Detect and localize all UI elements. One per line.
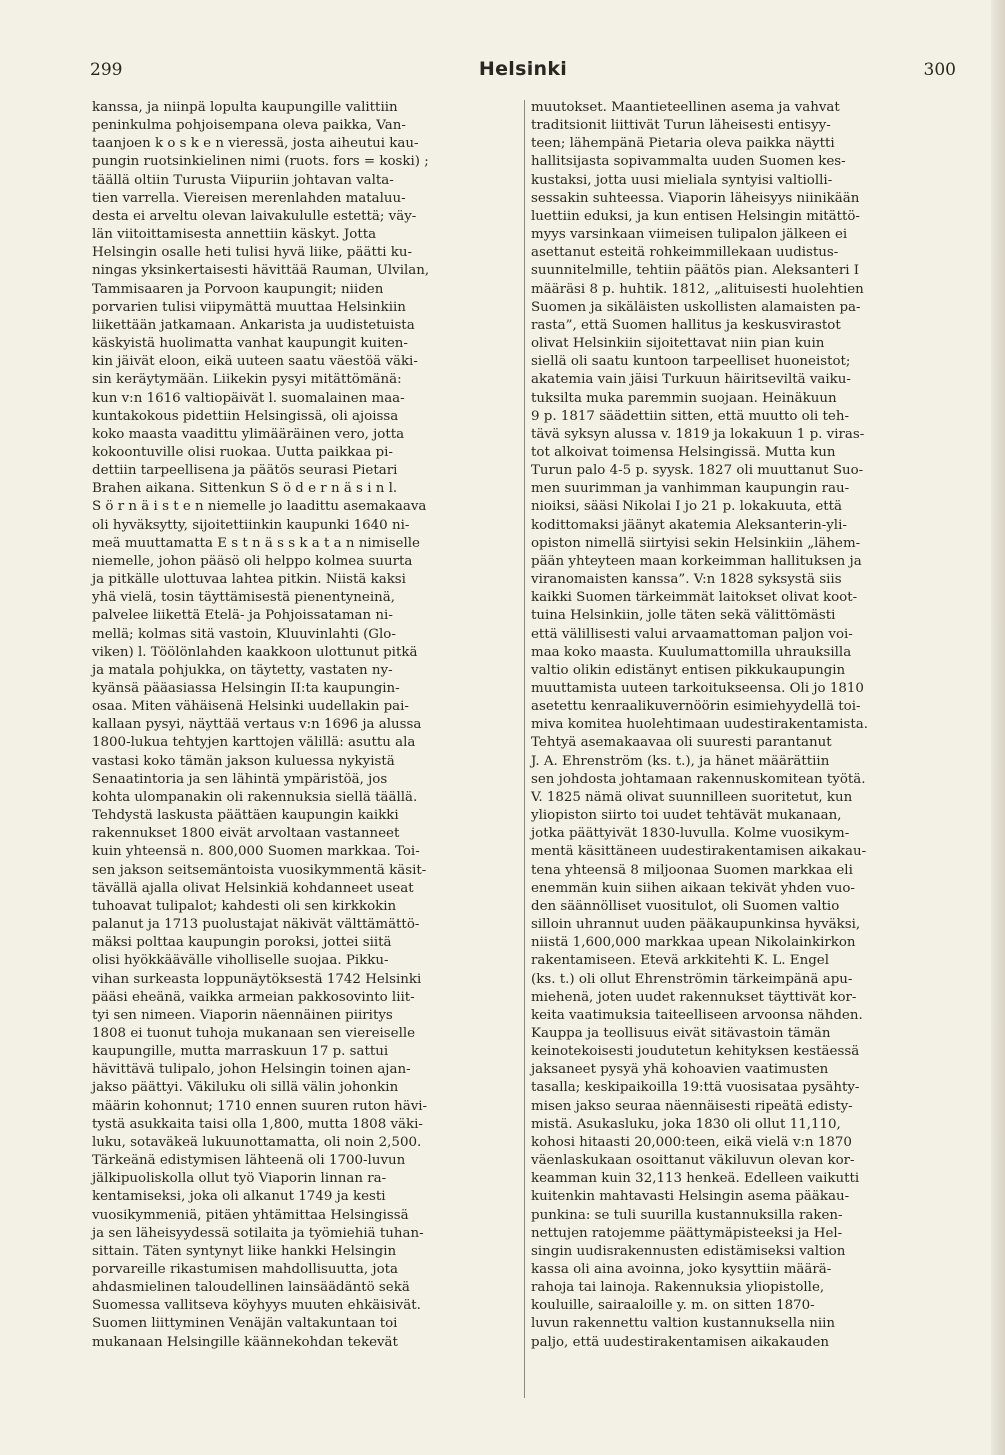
text-line: pääsi eheänä, vaikka armeian pakkosovinto liit- [92, 989, 415, 1005]
text-line: asettanut esteitä rohkeimmillekaan uudistus- [531, 245, 839, 261]
text-line: Suomessa vallitseva köyhyys muuten ehkäisivät. [92, 1298, 421, 1314]
text-line: siellä oli saatu kuntoon tarpeelliset huoneistot; [531, 354, 851, 370]
text-line: käskyistä huolimatta vanhat kaupungit kuiten- [92, 336, 408, 352]
text-line: pään yhteyteen maan korkeimman hallituksen ja [531, 553, 862, 569]
text-line: Tehtyä asemakaavaa oli suuresti parantanut [531, 735, 832, 751]
text-line: kuin yhteensä n. 800,000 Suomen markkaa. Toi- [92, 844, 420, 860]
text-line: Brahen aikana. Sittenkun S ö d e r n ä s i n l. [92, 481, 398, 497]
text-line: nettujen ratojemme päättymäpisteeksi ja Hel- [531, 1225, 843, 1241]
text-line: ningas yksinkertaisesti hävittää Rauman, Ulvilan, [92, 263, 430, 279]
text-line: määrin kohonnut; 1710 ennen suuren ruton hävi- [92, 1098, 428, 1114]
text-line: luettiin eduksi, ja kun entisen Helsingin mitättö- [531, 208, 860, 224]
text-line: tuksilta muka paremmin suojaan. Heinäkuun [531, 390, 837, 406]
text-line: mukanaan Helsingille käännekohdan tekevät [92, 1334, 398, 1350]
page-header [90, 56, 956, 86]
text-line: maa koko maasta. Kuulumattomilla uhrauksilla [531, 644, 852, 660]
text-line: Senaatintoria ja sen lähintä ympäristöä, jos [92, 771, 388, 787]
text-line: Tärkeänä edistymisen lähteenä oli 1700-luvun [92, 1153, 406, 1169]
text-line: jotka päättyivät 1830-luvulla. Kolme vuosikym- [531, 826, 850, 842]
text-line: ja sen läheisyydessä sotilaita ja työmiehiä tuhan- [92, 1225, 424, 1241]
text-line: kaikki Suomen tärkeimmät laitokset olivat koot- [531, 590, 858, 606]
text-line: 9 p. 1817 säädettiin sitten, että muutto oli teh- [531, 408, 850, 424]
text-line: täällä oltiin Turusta Viipuriin johtavan valta- [92, 172, 394, 188]
text-line: muuttamista uuteen tarkoitukseensa. Oli jo 1810 [531, 681, 864, 696]
right-column [531, 99, 959, 1352]
text-line: liikettään jatkamaan. Ankarista ja uudistetuista [92, 317, 415, 333]
text-line: tystä asukkaita taisi olla 1,800, mutta 1808 väki- [92, 1116, 423, 1132]
text-line: peninkulma pohjoisempana oleva paikka, Van- [92, 118, 406, 134]
text-line: mäksi polttaa kaupungin poroksi, jottei siitä [92, 935, 392, 951]
text-line: Tammisaaren ja Porvoon kaupungit; niiden [92, 281, 384, 297]
text-line: luku, sotaväkeä lukuunottamatta, oli noin 2,500. [92, 1134, 422, 1150]
text-line: oli hyväksytty, sijoitettiinkin kaupunki 1640 ni- [92, 517, 410, 533]
text-line: rakennukset 1800 eivät arvoltaan vastanneet [92, 826, 400, 842]
text-line: koko maasta vaadittu ylimääräinen vero, jotta [92, 426, 405, 442]
text-line: mellä; kolmas sitä vastoin, Kluuvinlahti (Glo- [92, 626, 396, 642]
text-line: kin jäivät eloon, eikä uuteen saatu väestöä väki- [92, 354, 418, 370]
text-line: 1800-lukua tehtyjen karttojen välillä: asuttu ala [92, 735, 416, 751]
text-line: dettiin tarpeellisena ja päätös seurasi Pietari [92, 463, 398, 479]
text-line: palvelee liikettä Etelä- ja Pohjoissataman ni- [92, 608, 393, 624]
text-line: myys varsinkaan viimeisen tulipalon jälkeen ei [531, 227, 848, 243]
text-line: kassa oli aina avoinna, joko kysyttiin määrä- [531, 1262, 832, 1277]
text-line: muutokset. Maantieteellinen asema ja vahvat [531, 100, 840, 115]
page-edge [991, 0, 1005, 1455]
text-line: Kauppa ja teollisuus eivät sitävastoin tämän [531, 1025, 831, 1041]
text-line: kanssa, ja niinpä lopulta kaupungille valittiin [92, 100, 398, 115]
text-line: niistä 1,600,000 markkaa upean Nikolainkirkon [531, 935, 856, 951]
text-line: jakso päättyi. Väkiluku oli sillä välin johonkin [92, 1080, 399, 1096]
text-line: keamman kuin 32,113 henkeä. Edelleen vaikutti [531, 1171, 860, 1187]
text-line: singin uudisrakennusten edistämiseksi valtion [531, 1243, 846, 1259]
text-line: miva komitea huolehtimaan uudestirakentamista. [531, 717, 869, 733]
text-line: tot alkoivat toimensa Helsingissä. Mutta kun [531, 444, 836, 460]
text-line: suunnitelmille, tehtiin päätös pian. Aleksanteri I [531, 263, 860, 279]
text-line: kuntakokous pidettiin Helsingissä, oli ajoissa [92, 408, 399, 424]
text-line: paljo, että uudestirakentamisen aikakauden [531, 1334, 830, 1350]
text-line: rasta”, että Suomen hallitus ja keskusvirastot [531, 317, 841, 333]
text-line: (ks. t.) oli ollut Ehrenströmin tärkeimpänä apu- [531, 971, 853, 987]
text-line: rahoja tai lainoja. Rakennuksia yliopistolle, [531, 1280, 825, 1296]
text-line: sittain. Täten syntynyt liike hankki Helsingin [92, 1243, 397, 1259]
text-line: tävä syksyn alussa v. 1819 ja lokakuun 1 p. viras- [531, 426, 865, 442]
text-line: porvareille rikastumisen mahdollisuutta, jota [92, 1262, 398, 1277]
text-line: kokoontuville olisi ruokaa. Uutta paikkaa pi- [92, 444, 393, 460]
text-line: hävittävä tulipalo, johon Helsingin toinen ajan- [92, 1062, 411, 1078]
text-line: kouluille, sairaaloille y. m. on sitten 1870- [531, 1298, 815, 1314]
text-line: luvun rakennettu valtion kustannuksella niin [531, 1316, 836, 1332]
text-line: punkina: se tuli suurilla kustannuksilla raken- [531, 1207, 843, 1223]
text-line: akatemia vain jäisi Turkuun häiritseviltä vaiku- [531, 372, 851, 388]
text-line: ja matala pohjukka, on täytetty, vastaten ny- [92, 662, 393, 678]
text-line: kohta ulompanakin oli rakennuksia siellä täällä. [92, 789, 418, 805]
text-line: misen jakso seuraa näennäisesti ripeätä edisty- [531, 1098, 853, 1114]
text-line: palanut ja 1713 puolustajat näkivät välttämättö- [92, 917, 420, 933]
text-line: miehenä, joten uudet rakennukset täyttivät kor- [531, 989, 857, 1005]
text-line: desta ei arveltu olevan laivakululle estettä; väy- [92, 208, 417, 224]
text-line: ja pitkälle ulottuvaa lahtea pitkin. Niistä kaksi [92, 572, 406, 588]
text-line: J. A. Ehrenström (ks. t.), ja hänet määrättiin [531, 753, 830, 769]
left-column [92, 99, 518, 1352]
text-line: opiston nimellä siirtyisi sekin Helsinkiin „lähem- [531, 535, 861, 551]
column-divider [524, 100, 525, 1398]
text-line: Suomen ja sikäläisten uskollisten alamaisten pa- [531, 299, 861, 315]
text-line: keinotekoisesti joudutetun kehityksen kestäessä [531, 1044, 860, 1060]
text-line: teen; lähempänä Pietaria oleva paikka näytti [531, 136, 835, 152]
text-line: kaupungille, mutta marraskuun 17 p. sattui [92, 1044, 389, 1060]
text-line: tien varrella. Viereisen merenlahden mataluu- [92, 190, 406, 206]
text-line: kentamiseksi, joka oli alkanut 1749 ja kesti [92, 1189, 386, 1205]
text-line: yhä vielä, tosin täyttämisestä pienentyneinä, [92, 590, 395, 606]
text-line: yliopiston siirto toi uudet tehtävät mukanaan, [531, 808, 842, 824]
text-line: että välillisesti valui arvaamattoman paljon voi- [531, 626, 853, 642]
text-line: ahdasmielinen taloudellinen lainsäädäntö sekä [92, 1280, 410, 1296]
text-line: Tehdystä laskusta päättäen kaupungin kaikki [92, 808, 399, 824]
text-line: vastasi koko tämän jakson kuluessa nykyistä [92, 753, 395, 769]
text-line: olisi hyökkäävälle viholliselle suojaa. Pikku- [92, 953, 389, 969]
text-line: men suurimman ja vanhimman kaupungin rau- [531, 481, 850, 497]
text-line: jälkipuoliskolla ollut työ Viaporin linnan ra- [92, 1171, 387, 1187]
text-line: V. 1825 nämä olivat suunnilleen suoritetut, kun [531, 789, 853, 805]
text-line: tävällä ajalla olivat Helsinkiä kohdanneet useat [92, 880, 414, 896]
text-line: vuosikymmeniä, pitäen yhtämittaa Helsingissä [92, 1207, 409, 1223]
text-line: enemmän kuin siihen aikaan tekivät yhden vuo- [531, 880, 855, 896]
text-line: väenlaskukaan osoittanut väkiluvun olevan kor- [531, 1153, 855, 1169]
text-line: den säännölliset vuositulot, oli Suomen valtio [531, 898, 840, 914]
text-line: kallaan pysyi, näyttää vertaus v:n 1696 ja alussa [92, 717, 422, 733]
text-line: tena yhteensä 8 miljoonaa Suomen markkaa eli [531, 862, 853, 878]
text-line: Turun palo 4-5 p. syysk. 1827 oli muuttanut Suo- [531, 463, 864, 479]
text-line: viken) l. Töölönlahden kaakkoon ulottunut pitkä [92, 644, 418, 660]
text-line: Helsingin osalle heti tulisi hyvä liike, päätti ku- [92, 245, 413, 261]
text-line: traditsionit liittivät Turun läheisesti entisyy- [531, 118, 831, 134]
text-line: sen jakson seitsemäntoista vuosikymmentä käsit- [92, 862, 427, 878]
text-line: mistä. Asukasluku, joka 1830 oli ollut 11,110, [531, 1116, 841, 1132]
text-line: rakentamiseen. Etevä arkkitehti K. L. Engel [531, 953, 829, 969]
text-line: silloin uhrannut uuden pääkaupunkinsa hyväksi, [531, 917, 861, 933]
text-line: kodittomaksi jäänyt akatemia Aleksanterin-yli- [531, 517, 847, 533]
text-line: 1808 ei tuonut tuhoja mukanaan sen viereiselle [92, 1025, 416, 1041]
text-line: valtio olikin edistänyt entisen pikkukaupungin [531, 662, 846, 678]
text-line: sin keräytymään. Liikekin pysyi mitättömänä: [92, 372, 402, 388]
text-line: mentä käsittäneen uudestirakentamisen aikakau- [531, 844, 867, 860]
text-line: sen johdosta johtamaan rakennuskomitean työtä. [531, 771, 866, 787]
text-line: määräsi 8 p. huhtik. 1812, „alituisesti huolehtien [531, 281, 864, 297]
text-line: hallitsijasta sopivammalta uuden Suomen kes- [531, 154, 846, 170]
text-line: olivat Helsinkiin sijoitettavat niin pian kuin [531, 336, 825, 352]
text-line: Suomen liittyminen Venäjän valtakuntaan toi [92, 1316, 398, 1332]
text-line: sessakin suhteessa. Viaporin läheisyys niinikään [531, 190, 860, 206]
text-line: viranomaisten kanssa”. V:n 1828 syksystä siis [531, 572, 842, 588]
text-line: osaa. Miten vähäisenä Helsinki uudellakin pai- [92, 699, 409, 715]
text-line: kustaksi, jotta uusi mieliala syntyisi valtiolli- [531, 172, 833, 188]
text-line: nioiksi, sääsi Nikolai I jo 21 p. lokakuuta, että [531, 499, 843, 515]
text-line: kun v:n 1616 valtiopäivät l. suomalainen maa- [92, 390, 405, 406]
text-line: meä muuttamatta E s t n ä s s k a t a n nimiselle [92, 535, 420, 551]
text-line: taanjoen k o s k e n vieressä, josta aiheutui kau- [92, 136, 419, 152]
text-line: pungin ruotsinkielinen nimi (ruots. fors = koski) ; [92, 154, 429, 170]
text-line: keita vaatimuksia taiteelliseen arvoonsa nähden. [531, 1007, 863, 1023]
running-title: Helsinki [478, 58, 568, 80]
text-line: tuina Helsinkiin, jolle täten sekä välittömästi [531, 608, 836, 624]
page-number-left: 299 [90, 60, 123, 80]
text-line: kyänsä pääasiassa Helsingin II:ta kaupungin- [92, 681, 400, 696]
text-line: län viitoittamisesta annettiin käskyt. Jotta [92, 227, 377, 243]
text-line: tuhoavat tulipalot; kahdesti oli sen kirkkokin [92, 898, 397, 914]
text-line: kuitenkin mahtavasti Helsingin asema pääkau- [531, 1189, 850, 1205]
text-line: tyi sen nimeen. Viaporin näennäinen piiritys [92, 1007, 393, 1023]
text-line: jaksaneet pysyä yhä kohoavien vaatimusten [531, 1062, 829, 1078]
text-line: S ö r n ä i s t e n niemelle jo laadittu asemakaava [92, 499, 427, 515]
text-line: niemelle, johon pääsö oli helppo kolmea suurta [92, 553, 413, 569]
text-line: asetettu kenraalikuvernöörin esimiehyydellä toi- [531, 699, 861, 715]
text-line: kohosi hitaasti 20,000:teen, eikä vielä v:n 1870 [531, 1134, 852, 1150]
text-line: tasalla; keskipaikoilla 19:ttä vuosisataa pysähty- [531, 1080, 860, 1096]
page-number-right: 300 [923, 60, 956, 80]
text-line: vihan surkeasta loppunäytöksestä 1742 Helsinki [92, 971, 422, 987]
text-line: porvarien tulisi viipymättä muuttaa Helsinkiin [92, 299, 406, 315]
